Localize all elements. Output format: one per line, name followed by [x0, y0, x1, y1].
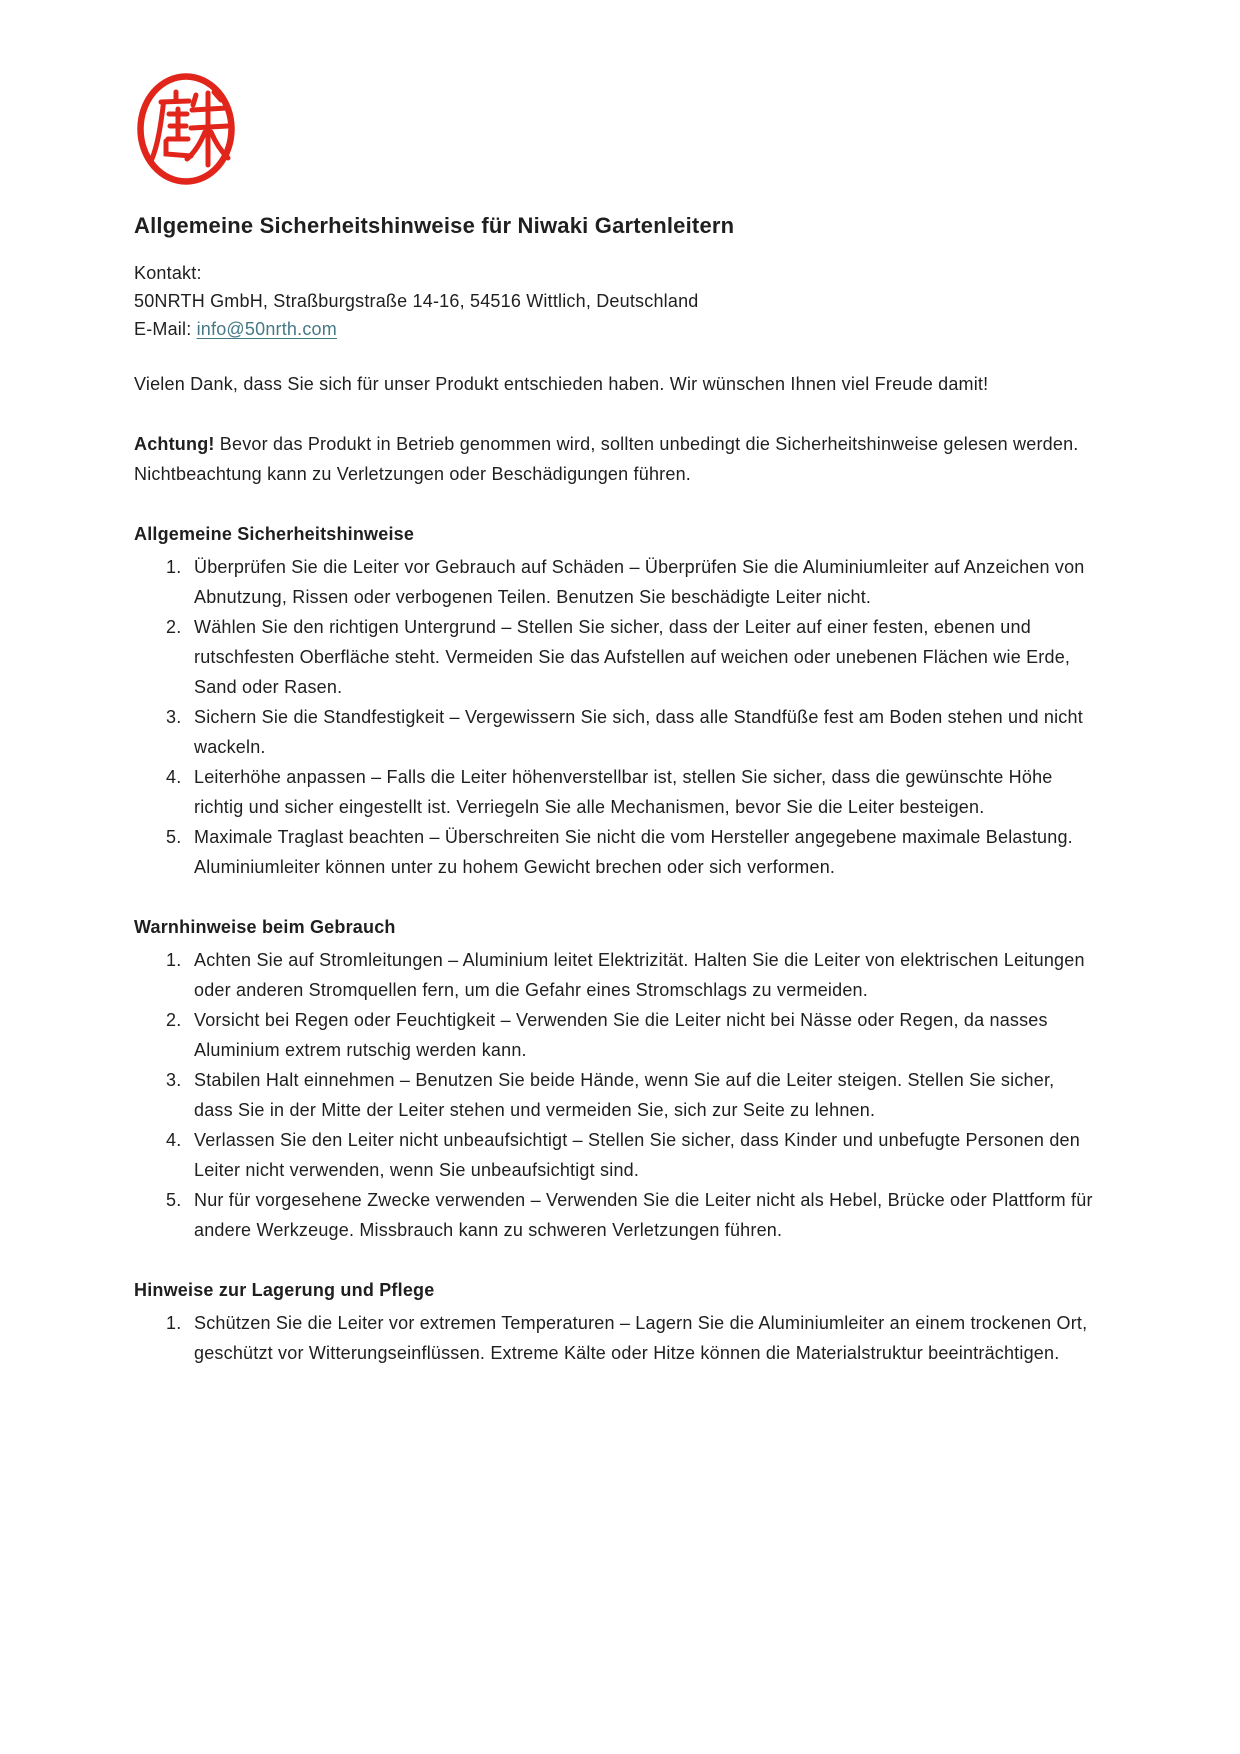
list-item [134, 702, 1106, 762]
list-item [134, 1005, 1106, 1065]
contact-email-line [134, 315, 1106, 343]
list-item [134, 612, 1106, 702]
list-item [134, 762, 1106, 822]
numbered-list-storage-care [134, 1308, 1106, 1368]
page-title: Allgemeine Sicherheitshinweise für Niwaki Gartenleitern [134, 213, 735, 238]
email-link[interactable]: info@50nrth.com [196, 319, 337, 339]
section-heading-usage-warnings: Warnhinweise beim Gebrauch [134, 917, 396, 937]
contact-address: 50NRTH GmbH, Straßburgstraße 14-16, 54516 Wittlich, Deutschland [134, 291, 699, 311]
list-item [134, 945, 1106, 1005]
list-item [134, 1308, 1106, 1368]
item-text: Stabilen Halt einnehmen – Benutzen Sie beide Hände, wenn Sie auf die Leiter steigen. Stellen Sie sicher, dass Sie in der Mitte der Leiter stehen und vermeiden Sie, sich zur Seite zu lehnen. [194, 1070, 1055, 1120]
item-number: 2. [166, 617, 182, 637]
item-number: 3. [166, 1070, 182, 1090]
item-number: 5. [166, 827, 182, 847]
email-label: E-Mail: [134, 319, 197, 339]
seal-stamp-icon [136, 73, 236, 185]
numbered-list-general-safety [134, 552, 1106, 882]
attention-lead: Achtung! [134, 434, 215, 454]
list-item [134, 1185, 1106, 1245]
contact-block [134, 259, 1106, 343]
attention-text: Bevor das Produkt in Betrieb genommen wird, sollten unbedingt die Sicherheitshinweise gelesen werden. Nichtbeachtung kann zu Verletzungen oder Beschädigungen führen. [134, 434, 1079, 484]
item-text: Maximale Traglast beachten – Überschreiten Sie nicht die vom Hersteller angegebene maximale Belastung. Aluminiumleiter können unter zu hohem Gewicht brechen oder sich verformen. [194, 827, 1073, 877]
list-item [134, 1125, 1106, 1185]
niwaki-seal-logo [136, 73, 236, 185]
item-text: Leiterhöhe anpassen – Falls die Leiter höhenverstellbar ist, stellen Sie sicher, dass die gewünschte Höhe richtig und sicher eingestellt ist. Verriegeln Sie alle Mechanismen, bevor Sie die Leiter besteigen. [194, 767, 1053, 817]
item-text: Nur für vorgesehene Zwecke verwenden – Verwenden Sie die Leiter nicht als Hebel, Brücke oder Plattform für andere Werkzeuge. Missbrauch kann zu schweren Verletzungen führen. [194, 1190, 1093, 1240]
item-number: 1. [166, 1313, 182, 1333]
numbered-list-usage-warnings [134, 945, 1106, 1245]
attention-paragraph [134, 429, 1079, 489]
section-heading-general-safety: Allgemeine Sicherheitshinweise [134, 524, 415, 544]
item-text: Schützen Sie die Leiter vor extremen Temperaturen – Lagern Sie die Aluminiumleiter an einem trockenen Ort, geschützt vor Witterungseinflüssen. Extreme Kälte oder Hitze können die Materialstruktur beeinträchtigen. [194, 1313, 1088, 1363]
item-text: Vorsicht bei Regen oder Feuchtigkeit – Verwenden Sie die Leiter nicht bei Nässe oder Regen, da nasses Aluminium extrem rutschig werden kann. [194, 1010, 1048, 1060]
list-item [134, 552, 1106, 612]
item-text: Achten Sie auf Stromleitungen – Aluminium leitet Elektrizität. Halten Sie die Leiter von elektrischen Leitungen oder anderen Stromquellen fern, um die Gefahr eines Stromschlags zu vermeiden. [194, 950, 1085, 1000]
contact-label: Kontakt: [134, 263, 202, 283]
item-number: 1. [166, 950, 182, 970]
item-text: Wählen Sie den richtigen Untergrund – Stellen Sie sicher, dass der Leiter auf einer festen, ebenen und rutschfesten Oberfläche steht. Vermeiden Sie das Aufstellen auf weichen oder unebenen Flächen wie Erde, Sand oder Rasen. [194, 617, 1071, 697]
list-item [134, 822, 1106, 882]
item-number: 5. [166, 1190, 182, 1210]
item-number: 1. [166, 557, 182, 577]
thanks-paragraph: Vielen Dank, dass Sie sich für unser Produkt entschieden haben. Wir wünschen Ihnen viel Freude damit! [134, 374, 989, 394]
item-text: Überprüfen Sie die Leiter vor Gebrauch auf Schäden – Überprüfen Sie die Aluminiumleiter auf Anzeichen von Abnutzung, Rissen oder verbogenen Teilen. Benutzen Sie beschädigte Leiter nicht. [194, 557, 1085, 607]
item-number: 2. [166, 1010, 182, 1030]
item-text: Sichern Sie die Standfestigkeit – Vergewissern Sie sich, dass alle Standfüße fest am Boden stehen und nicht wackeln. [194, 707, 1083, 757]
section-heading-storage-care: Hinweise zur Lagerung und Pflege [134, 1280, 435, 1300]
item-number: 3. [166, 707, 182, 727]
item-number: 4. [166, 1130, 182, 1150]
item-text: Verlassen Sie den Leiter nicht unbeaufsichtigt – Stellen Sie sicher, dass Kinder und unbefugte Personen den Leiter nicht verwenden, wenn Sie unbeaufsichtigt sind. [194, 1130, 1080, 1180]
list-item [134, 1065, 1106, 1125]
item-number: 4. [166, 767, 182, 787]
